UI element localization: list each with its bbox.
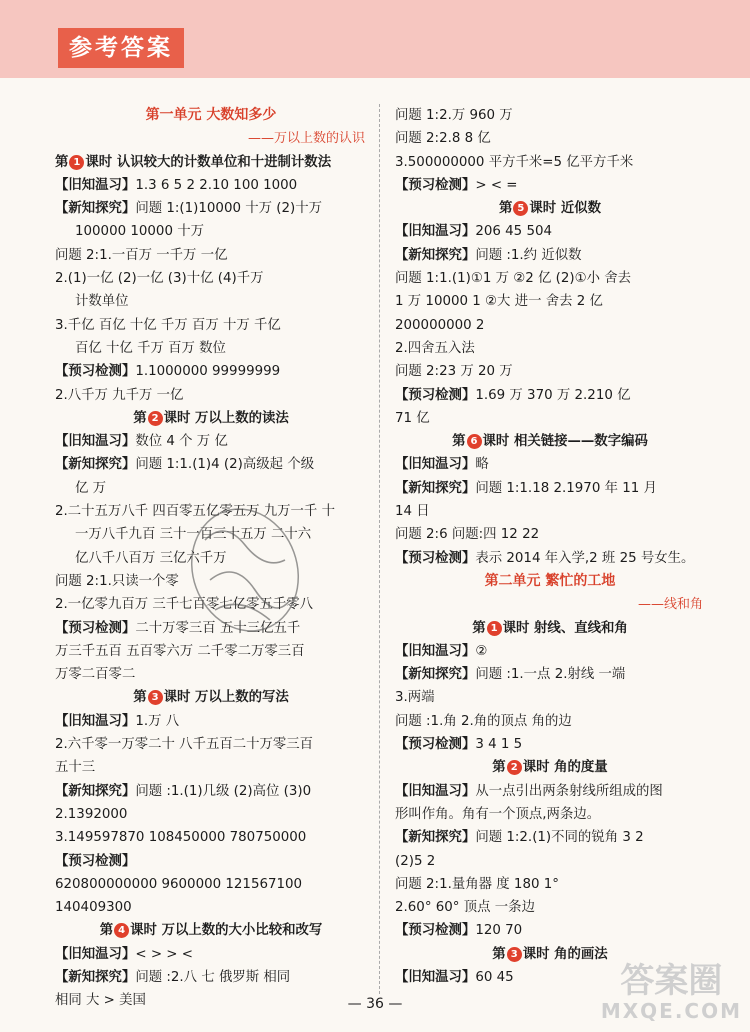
- section-tag: 【旧知温习】: [55, 946, 136, 962]
- answer-text: 问题 2:23 万 20 万: [395, 364, 513, 380]
- answer-line: [395, 663, 705, 686]
- answer-text: 计数单位: [75, 294, 129, 310]
- answer-line: [55, 756, 367, 779]
- section-tag: 【新知探究】: [55, 457, 136, 473]
- answer-line: [55, 220, 367, 243]
- answer-text: 3.千亿 百亿 十亿 千万 百万 十万 千亿: [55, 317, 281, 333]
- answer-text: 一万八千九百 三十一百三十五万 二十六: [75, 527, 312, 543]
- answer-line: [55, 943, 367, 966]
- answer-text: 2.(1)一亿 (2)一亿 (3)十亿 (4)千万: [55, 271, 264, 287]
- lesson-prefix: 第: [498, 201, 513, 217]
- answer-line: [55, 780, 367, 803]
- answer-text: 问题 1:1.(1)①1 万 ②2 亿 (2)①小 舍去: [395, 271, 632, 287]
- answer-line: [55, 453, 367, 476]
- answer-text: 14 日: [395, 504, 430, 520]
- answer-text: > < =: [475, 177, 518, 193]
- answer-line: [55, 873, 367, 896]
- answer-text: 2.1392000: [55, 806, 128, 822]
- answer-text: 2.四舍五入法: [395, 340, 475, 356]
- lesson-heading: [55, 919, 367, 942]
- unit-subtitle: ——线和角: [637, 597, 703, 613]
- answer-text: 万零二百零二: [55, 667, 136, 683]
- answer-line: [55, 314, 367, 337]
- answer-line: [55, 477, 367, 500]
- section-tag: 【旧知温习】: [395, 457, 476, 473]
- answer-text: 略: [475, 457, 489, 473]
- answer-line: [395, 780, 705, 803]
- section-tag: 【新知探究】: [55, 201, 136, 217]
- column-divider: [379, 104, 380, 994]
- answer-line: [55, 174, 367, 197]
- answer-text: 100000 10000 十万: [75, 224, 205, 240]
- answer-line: [395, 407, 705, 430]
- answer-text: 问题 2:1.量角器 度 180 1°: [395, 876, 559, 892]
- answer-text: 问题 :1.(1)几级 (2)高位 (3)0: [135, 783, 312, 799]
- answer-text: 问题 1:2.万 960 万: [395, 108, 513, 123]
- answer-text: 相同 大 > 美国: [55, 993, 146, 1009]
- unit-heading: 第二单元 繁忙的工地: [484, 572, 616, 589]
- answer-line: [395, 500, 705, 523]
- lesson-heading: [55, 151, 367, 174]
- section-tag: 【预习检测】: [55, 364, 136, 380]
- answer-text: 问题 1:2.(1)不同的锐角 3 2: [475, 830, 644, 846]
- page-title: 参考答案: [58, 28, 184, 68]
- lesson-title: 课时 近似数: [529, 201, 601, 217]
- answer-text: 万三千五百 五百零六万 二千零二万零三百: [55, 643, 305, 659]
- answer-line: [55, 244, 367, 267]
- answer-line: [395, 873, 705, 896]
- answer-line: [395, 360, 705, 383]
- answer-line: [395, 220, 705, 243]
- lesson-title: 课时 射线、直线和角: [502, 620, 628, 636]
- answer-line: [395, 337, 705, 360]
- answer-text: 问题 :1.角 2.角的顶点 角的边: [395, 713, 572, 729]
- answer-text: 3 4 1 5: [475, 737, 523, 753]
- answer-text: 71 亿: [395, 410, 430, 426]
- answer-line: [395, 384, 705, 407]
- answer-text: < > > <: [135, 946, 193, 962]
- answer-text: 3.两端: [395, 690, 435, 706]
- lesson-prefix: 第: [133, 690, 147, 706]
- answer-text: 从一点引出两条射线所组成的图: [475, 783, 663, 799]
- answer-text: 2.八千万 九千万 一亿: [55, 387, 184, 403]
- answer-line: [395, 290, 705, 313]
- lesson-heading: [55, 686, 367, 709]
- lesson-number-badge: 2: [507, 760, 522, 775]
- lesson-heading: [395, 756, 705, 779]
- answer-line: [55, 733, 367, 756]
- answer-line: [395, 547, 705, 570]
- answer-text: 120 70: [475, 923, 523, 939]
- section-tag: 【新知探究】: [395, 830, 476, 846]
- lesson-number-badge: 2: [148, 411, 163, 426]
- answer-line: [395, 127, 705, 150]
- answer-line: [395, 477, 705, 500]
- answer-text: 亿 万: [75, 480, 107, 496]
- answer-line: [55, 710, 367, 733]
- answer-line: [395, 523, 705, 546]
- answer-text: 140409300: [55, 900, 132, 916]
- lesson-prefix: 第: [133, 410, 147, 426]
- answer-line: [395, 896, 705, 919]
- answer-line: [395, 640, 705, 663]
- answer-line: [395, 174, 705, 197]
- answer-text: 3.500000000 平方千米=5 亿平方千米: [395, 154, 634, 170]
- answer-text: 形叫作角。角有一个顶点,两条边。: [395, 806, 601, 822]
- unit-heading: 第一单元 大数知多少: [145, 107, 277, 123]
- answer-text: 2.六千零一万零二十 八千五百二十万零三百: [55, 737, 314, 753]
- lesson-number-badge: 1: [69, 155, 84, 170]
- lesson-number-badge: 4: [114, 923, 129, 938]
- lesson-prefix: 第: [492, 946, 506, 962]
- answer-text: 五十三: [55, 760, 96, 776]
- unit-subtitle: ——万以上数的认识: [247, 131, 365, 147]
- answer-text: 问题 2:2.8 8 亿: [395, 131, 491, 147]
- lesson-title: 课时 相关链接——数字编码: [482, 434, 648, 450]
- section-tag: 【预习检测】: [395, 737, 476, 753]
- answer-line: [55, 267, 367, 290]
- answer-text: 问题 2:6 问题:四 12 22: [395, 527, 540, 543]
- answer-text: 3.149597870 108450000 780750000: [55, 830, 307, 846]
- answer-text: 1.万 八: [135, 713, 180, 729]
- answer-line: [55, 966, 367, 989]
- answer-text: 2.一亿零九百万 三千七百零七亿零五千零八: [55, 597, 314, 613]
- answer-text: 问题 :2.八 七 俄罗斯 相同: [135, 969, 291, 985]
- answer-text: ②: [475, 643, 488, 659]
- answer-text: 1.3 6 5 2 2.10 100 1000: [135, 177, 298, 193]
- answer-text: 数位 4 个 万 亿: [135, 434, 228, 450]
- section-tag: 【新知探究】: [55, 969, 136, 985]
- answer-line: [395, 733, 705, 756]
- page-number: — 36 —: [347, 996, 403, 1012]
- answer-text: 二十万零三百 五十三亿五千: [135, 620, 301, 636]
- lesson-title: 课时 万以上数的大小比较和改写: [130, 923, 323, 939]
- answer-text: 1.1000000 99999999: [135, 364, 281, 380]
- lesson-number-badge: 6: [467, 434, 482, 449]
- section-tag: 【预习检测】: [395, 550, 476, 566]
- answer-line: [395, 151, 705, 174]
- lesson-title: 课时 万以上数的读法: [163, 410, 289, 426]
- answer-line: [55, 803, 367, 826]
- section-tag: 【新知探究】: [55, 783, 136, 799]
- answer-text: 问题 1:(1)10000 十万 (2)十万: [135, 201, 323, 217]
- lesson-title: 课时 角的度量: [522, 760, 608, 776]
- answer-line: [55, 337, 367, 360]
- section-tag: 【预习检测】: [395, 387, 476, 403]
- answer-line: [395, 314, 705, 337]
- section-tag: 【预习检测】: [395, 923, 476, 939]
- answer-text: 问题 :1.一点 2.射线 一端: [475, 667, 626, 683]
- answer-text: 620800000000 9600000 121567100: [55, 876, 303, 892]
- answer-text: 问题 1:1.18 2.1970 年 11 月: [475, 480, 657, 496]
- answer-text: 200000000 2: [395, 317, 485, 333]
- answer-line: [55, 826, 367, 849]
- answer-line: [55, 430, 367, 453]
- lesson-heading: [395, 197, 705, 220]
- answer-text: 2.60° 60° 顶点 一条边: [395, 900, 535, 916]
- section-tag: 【预习检测】: [395, 177, 476, 193]
- answer-line: [55, 384, 367, 407]
- section-tag: 【预习检测】: [55, 853, 136, 869]
- watermark-logo: 答案圈 MXQE.COM: [600, 961, 742, 1023]
- lesson-prefix: 第: [452, 434, 466, 450]
- section-tag: 【旧知温习】: [55, 713, 136, 729]
- answer-line: [55, 850, 367, 873]
- answer-line: [55, 896, 367, 919]
- answer-text: 问题 2:1.只读一个零: [55, 573, 179, 589]
- section-tag: 【旧知温习】: [395, 643, 476, 659]
- answer-text: 1 万 10000 1 ②大 进一 舍去 2 亿: [395, 294, 603, 310]
- section-tag: 【新知探究】: [395, 667, 476, 683]
- answer-text: 60 45: [475, 969, 514, 985]
- answer-text: 问题 1:1.(1)4 (2)高级起 个级: [135, 457, 315, 473]
- answer-line: [55, 290, 367, 313]
- lesson-number-badge: 1: [487, 621, 502, 636]
- answer-line: [395, 803, 705, 826]
- answer-text: 表示 2014 年入学,2 班 25 号女生。: [475, 550, 695, 566]
- answer-line: [395, 826, 705, 849]
- answer-line: [395, 710, 705, 733]
- lesson-prefix: 第: [99, 923, 114, 939]
- answer-line: [55, 360, 367, 383]
- right-column: [395, 104, 705, 989]
- lesson-prefix: 第: [472, 620, 486, 636]
- section-tag: 【旧知温习】: [55, 434, 136, 450]
- section-tag: 【旧知温习】: [55, 177, 136, 193]
- section-tag: 【新知探究】: [395, 247, 476, 263]
- lesson-prefix: 第: [492, 760, 506, 776]
- lesson-number-badge: 5: [513, 201, 528, 216]
- section-tag: 【新知探究】: [395, 480, 476, 496]
- answer-line: [395, 244, 705, 267]
- answer-text: (2)5 2: [395, 853, 436, 869]
- lesson-number-badge: 3: [507, 947, 522, 962]
- section-tag: 【旧知温习】: [395, 224, 476, 240]
- answer-text: 问题 2:1.一百万 一千万 一亿: [55, 247, 228, 263]
- answer-text: 206 45 504: [475, 224, 553, 240]
- answer-text: 2.二十五万八千 四百零五亿零五万 九万一千 十: [55, 504, 335, 520]
- answer-line: [55, 663, 367, 686]
- lesson-heading: [395, 617, 705, 640]
- answer-line: [55, 197, 367, 220]
- section-tag: 【旧知温习】: [395, 783, 476, 799]
- lesson-title: 课时 万以上数的写法: [163, 690, 289, 706]
- answer-line: [55, 640, 367, 663]
- lesson-number-badge: 3: [148, 690, 163, 705]
- answer-line: [395, 919, 705, 942]
- answer-line: [395, 686, 705, 709]
- lesson-prefix: 第: [55, 154, 69, 170]
- lesson-title: 课时 角的画法: [522, 946, 608, 962]
- section-tag: 【预习检测】: [55, 620, 136, 636]
- answer-text: 1.69 万 370 万 2.210 亿: [475, 387, 631, 403]
- answer-text: 亿八千八百万 三亿六千万: [75, 550, 227, 566]
- answer-line: [395, 104, 705, 127]
- answer-text: 百亿 十亿 千万 百万 数位: [75, 340, 226, 356]
- answer-text: 问题 :1.约 近似数: [475, 247, 582, 263]
- lesson-title: 课时 认识较大的计数单位和十进制计数法: [85, 154, 332, 170]
- answer-line: [395, 267, 705, 290]
- answer-line: [395, 453, 705, 476]
- header-wave-edge: [0, 70, 750, 84]
- section-tag: 【旧知温习】: [395, 969, 476, 985]
- lesson-heading: [55, 407, 367, 430]
- lesson-heading: [395, 430, 705, 453]
- handwritten-stamp: [185, 500, 305, 640]
- answer-line: [395, 850, 705, 873]
